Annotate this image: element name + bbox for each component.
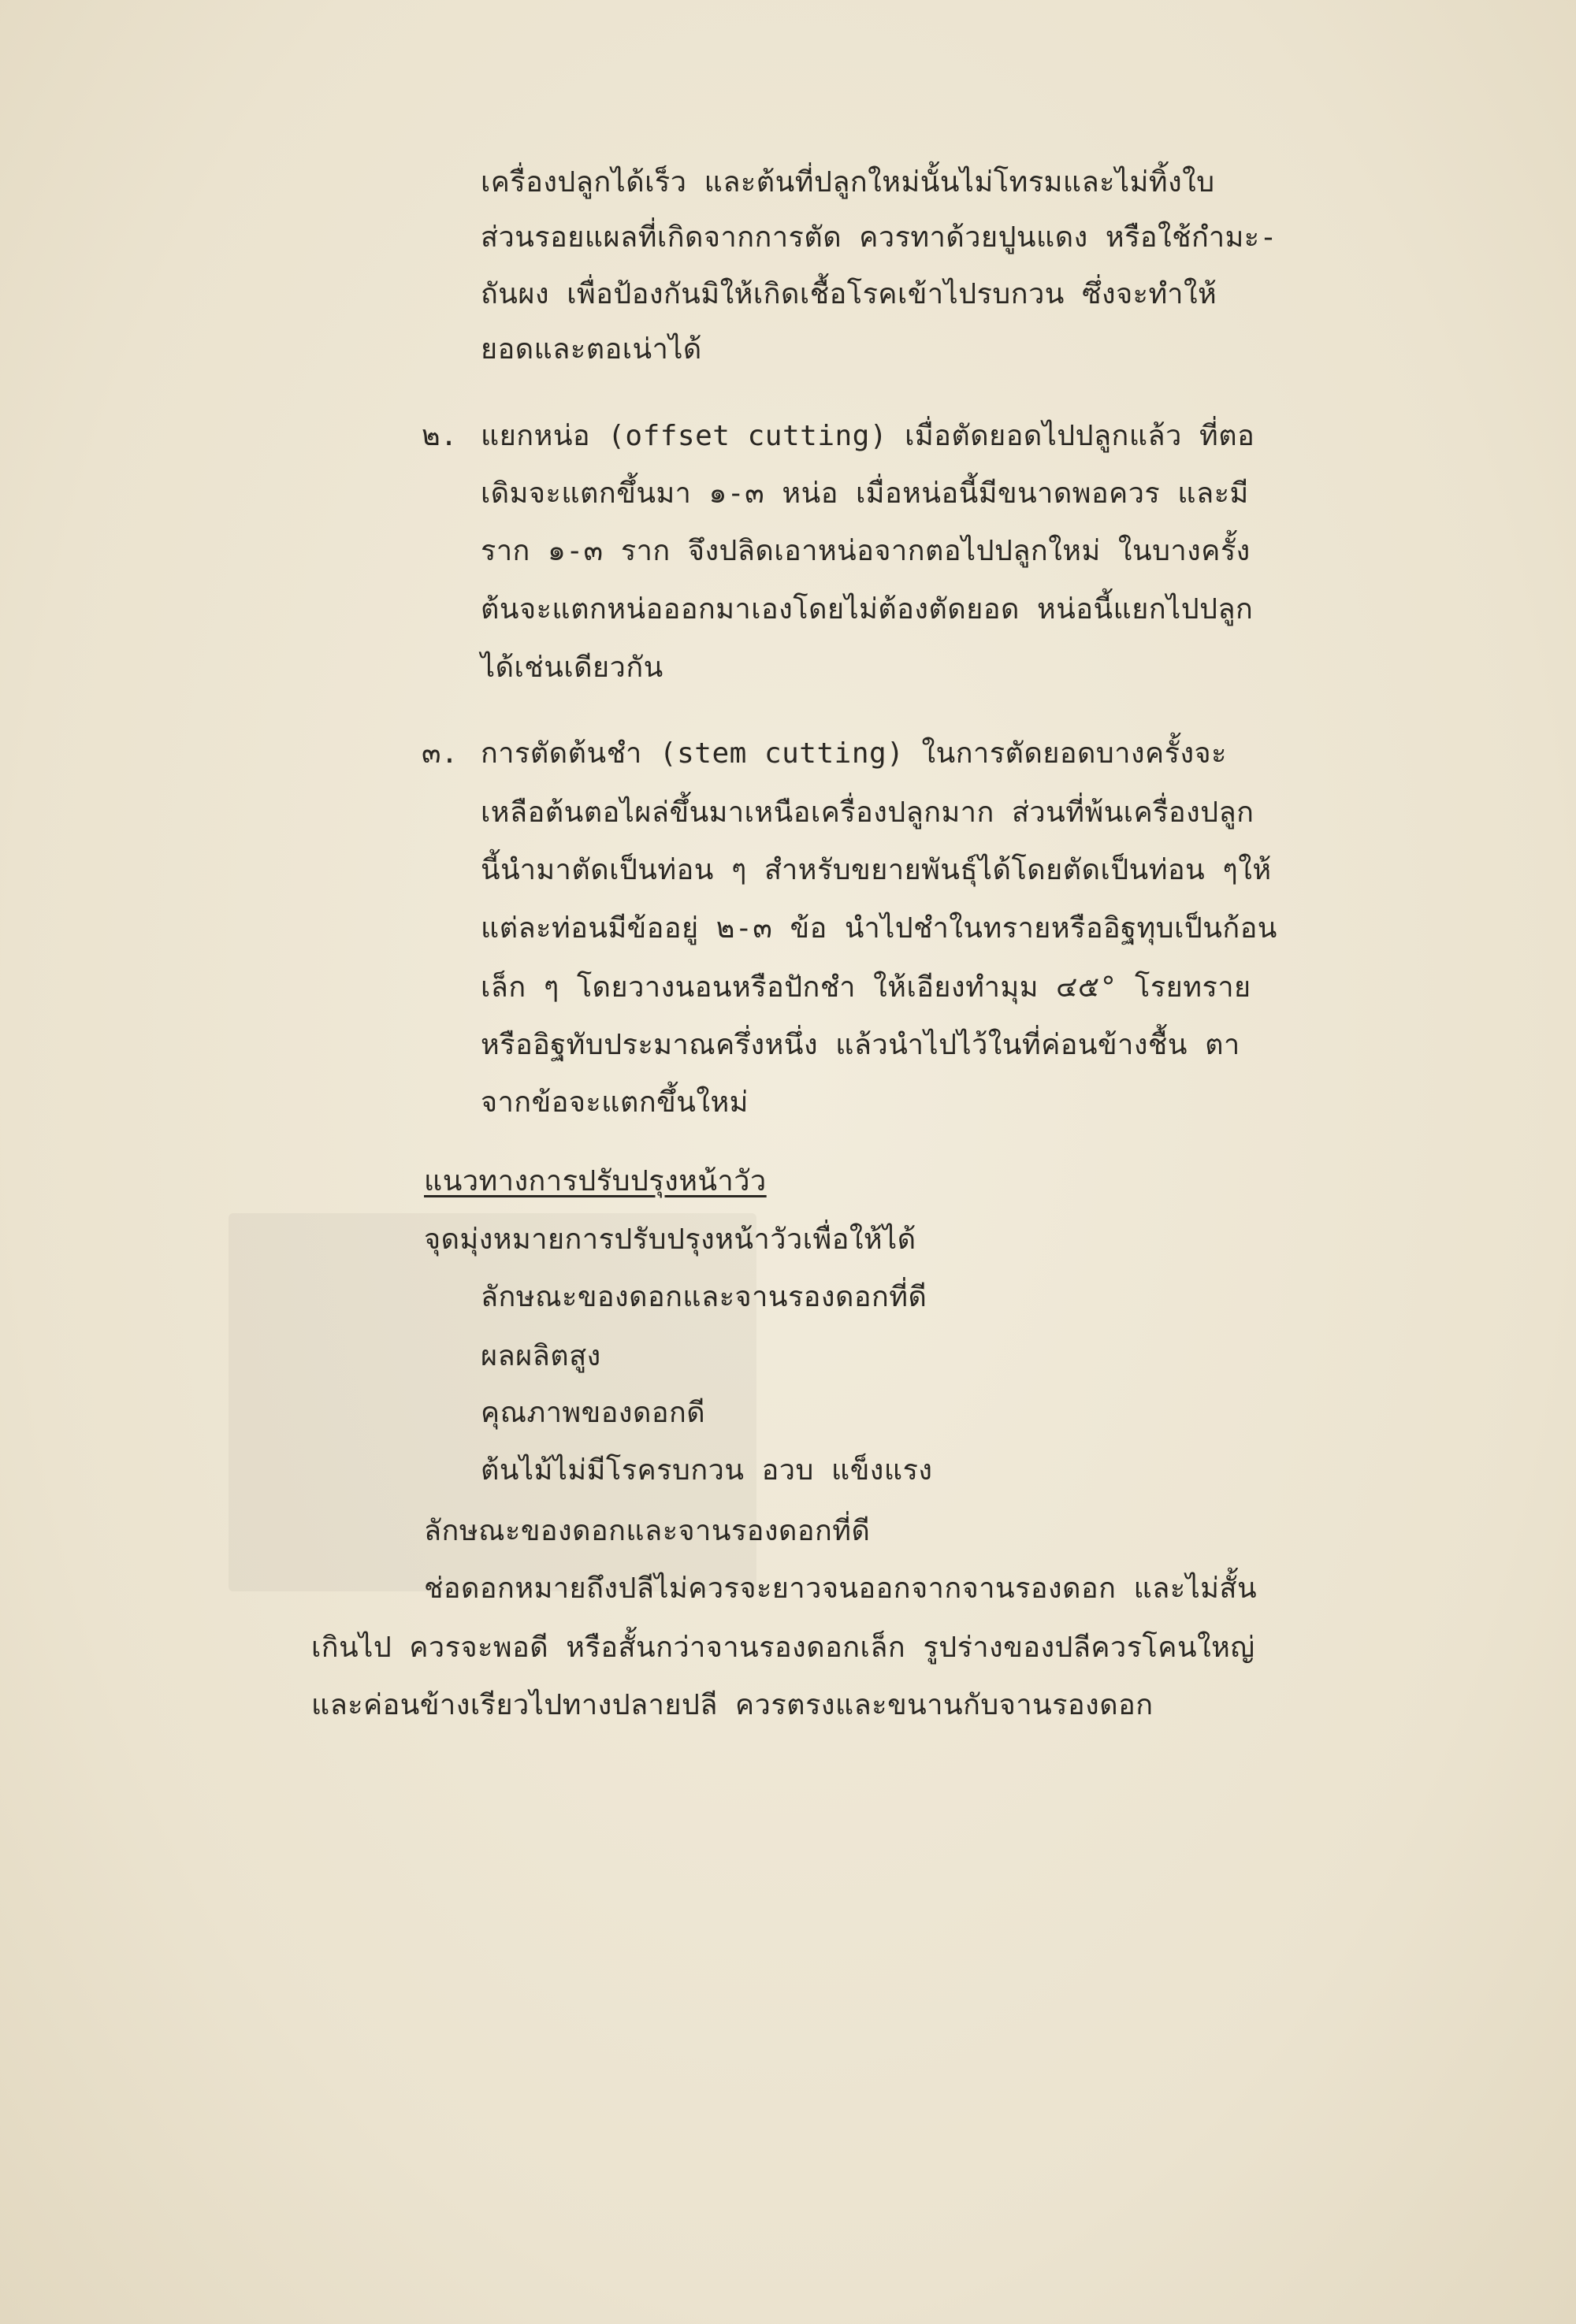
goal-item-3: คุณภาพของดอกดี (481, 1397, 706, 1429)
goal-item-1: ลักษณะของดอกและจานรองดอกที่ดี (481, 1281, 927, 1313)
paragraph-line-1: ช่อดอกหมายถึงปลีไม่ควรจะยาวจนออกจากจานรองดอก และไม่สั้น (424, 1572, 1258, 1605)
item2-line-5: ได้เช่นเดียวกัน (481, 652, 663, 684)
goal-intro: จุดมุ่งหมายการปรับปรุงหน้าวัวเพื่อให้ได้ (424, 1223, 916, 1256)
item3-number: ๓. (422, 737, 459, 770)
item1-line-3: ถันผง เพื่อป้องกันมิให้เกิดเชื้อโรคเข้าไปรบกวน ซึ่งจะทำให้ (481, 278, 1217, 310)
item2-line-1: แยกหน่อ (offset cutting) เมื่อตัดยอดไปปลูกแล้ว ที่ตอ (481, 420, 1255, 452)
item1-line-4: ยอดและตอเน่าได้ (481, 333, 702, 366)
section-heading: แนวทางการปรับปรุงหน้าวัว (424, 1165, 767, 1197)
item3-line-2: เหลือต้นตอไผล่ขึ้นมาเหนือเครื่องปลูกมาก ส่วนที่พ้นเครื่องปลูก (481, 796, 1254, 829)
item2-number: ๒. (422, 420, 458, 452)
item2-line-4: ต้นจะแตกหน่อออกมาเองโดยไม่ต้องตัดยอด หน่อนี้แยกไปปลูก (481, 593, 1254, 626)
item3-line-1: การตัดต้นชำ (stem cutting) ในการตัดยอดบางครั้งจะ (481, 737, 1227, 770)
sub-heading: ลักษณะของดอกและจานรองดอกที่ดี (424, 1515, 871, 1547)
item3-line-7: จากข้อจะแตกขึ้นใหม่ (481, 1086, 749, 1119)
goal-item-2: ผลผลิตสูง (481, 1340, 601, 1372)
paragraph-line-3: และค่อนข้างเรียวไปทางปลายปลี ควรตรงและขนานกับจานรองดอก (311, 1689, 1154, 1721)
item3-line-6: หรืออิฐทับประมาณครึ่งหนึ่ง แล้วนำไปไว้ในที่ค่อนข้างชื้น ตา (481, 1029, 1240, 1061)
item3-line-4: แต่ละท่อนมีข้ออยู่ ๒-๓ ข้อ นำไปชำในทรายหรืออิฐทุบเป็นก้อน (481, 912, 1277, 945)
item2-line-3: ราก ๑-๓ ราก จึงปลิดเอาหน่อจากตอไปปลูกใหม่ ในบางครั้ง (481, 535, 1251, 567)
item2-line-2: เดิมจะแตกขึ้นมา ๑-๓ หน่อ เมื่อหน่อนี้มีขนาดพอควร และมี (481, 477, 1249, 510)
item3-line-5: เล็ก ๆ โดยวางนอนหรือปักชำ ให้เอียงทำมุม ๔๕° โรยทราย (481, 971, 1251, 1004)
item1-line-1: เครื่องปลูกได้เร็ว และต้นที่ปลูกใหม่นั้นไม่โทรมและไม่ทิ้งใบ (481, 166, 1215, 199)
goal-item-4: ต้นไม้ไม่มีโรครบกวน อวบ แข็งแรง (481, 1454, 933, 1487)
item3-line-3: นี้นำมาตัดเป็นท่อน ๆ สำหรับขยายพันธุ์ได้โดยตัดเป็นท่อน ๆให้ (481, 854, 1272, 886)
paragraph-line-2: เกินไป ควรจะพอดี หรือสั้นกว่าจานรองดอกเล็ก รูปร่างของปลีควรโคนใหญ่ (311, 1632, 1255, 1664)
item1-line-2: ส่วนรอยแผลที่เกิดจากการตัด ควรทาด้วยปูนแดง หรือใช้กำมะ- (481, 221, 1277, 254)
